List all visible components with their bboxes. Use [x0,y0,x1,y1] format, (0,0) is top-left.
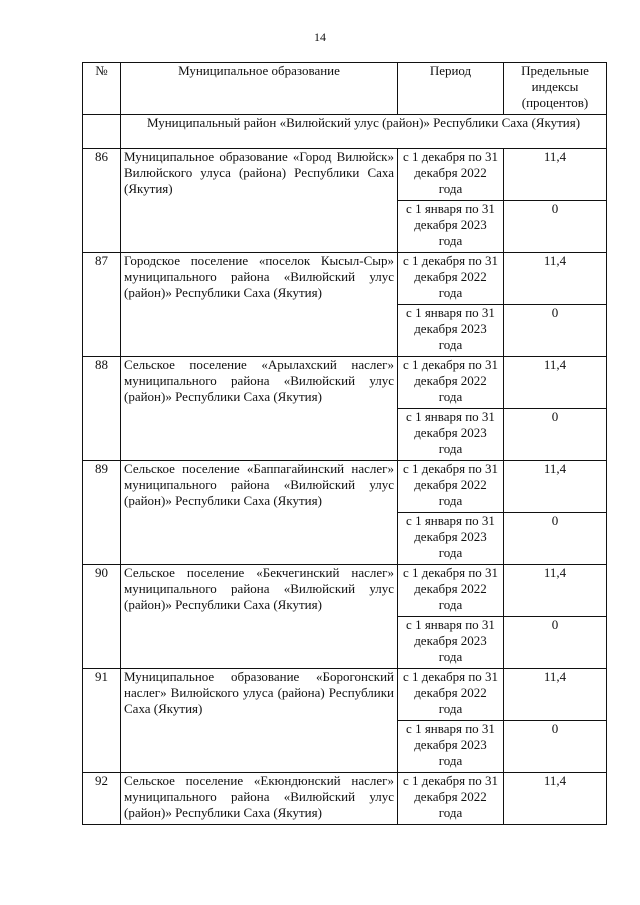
table-row [83,461,607,513]
row-number: 92 [83,773,121,825]
period-cell: с 1 января по 31 декабря 2023 года [398,305,504,357]
municipality-name: Сельское поселение «Бекчегинский наслег» муниципального района «Вилюйский улус (район)» Республики Саха (Якутия) [121,565,398,669]
index-value-cell: 11,4 [504,461,607,513]
index-value-cell: 0 [504,721,607,773]
index-value-cell: 0 [504,513,607,565]
row-number: 86 [83,149,121,253]
index-value-cell: 11,4 [504,565,607,617]
table-row [83,565,607,617]
index-value-cell: 0 [504,201,607,253]
page-number: 14 [314,30,326,44]
period-cell: с 1 декабря по 31 декабря 2022 года [398,565,504,617]
index-value-cell: 0 [504,617,607,669]
row-number: 89 [83,461,121,565]
municipality-name: Сельское поселение «Екюндюнский наслег» муниципального района «Вилюйский улус (район)» Республики Саха (Якутия) [121,773,398,825]
period-cell: с 1 декабря по 31 декабря 2022 года [398,149,504,201]
period-cell: с 1 декабря по 31 декабря 2022 года [398,669,504,721]
index-value-cell: 11,4 [504,357,607,409]
period-cell: с 1 января по 31 декабря 2023 года [398,617,504,669]
municipality-name: Муниципальное образование «Борогонский наслег» Вилюйского улуса (района) Республики Саха (Якутия) [121,669,398,773]
period-cell: с 1 декабря по 31 декабря 2022 года [398,357,504,409]
row-number: 88 [83,357,121,461]
district-row [83,115,607,149]
district-num-cell [83,115,121,149]
period-cell: с 1 декабря по 31 декабря 2022 года [398,461,504,513]
tariff-index-table [82,62,607,825]
municipality-name: Сельское поселение «Баппагайинский наслег» муниципального района «Вилюйский улус (район)» Республики Саха (Якутия) [121,461,398,565]
index-value-cell: 11,4 [504,669,607,721]
index-value-cell: 11,4 [504,149,607,201]
district-title: Муниципальный район «Вилюйский улус (район)» Республики Саха (Якутия) [121,115,607,149]
period-cell: с 1 декабря по 31 декабря 2022 года [398,253,504,305]
table-row [83,357,607,409]
table-row [83,253,607,305]
table-row [83,773,607,825]
table-header-row [83,63,607,115]
municipality-name: Городское поселение «поселок Кысыл-Сыр» муниципального района «Вилюйский улус (район)» Республики Саха (Якутия) [121,253,398,357]
row-number: 87 [83,253,121,357]
header-period: Период [398,63,504,115]
header-num: № [83,63,121,115]
period-cell: с 1 января по 31 декабря 2023 года [398,513,504,565]
row-number: 90 [83,565,121,669]
municipality-name: Муниципальное образование «Город Вилюйск» Вилюйского улуса (района) Республики Саха (Якутия) [121,149,398,253]
table-row [83,149,607,201]
header-municipality: Муниципальное образование [121,63,398,115]
header-index: Предельные индексы (процентов) [504,63,607,115]
period-cell: с 1 января по 31 декабря 2023 года [398,201,504,253]
period-cell: с 1 января по 31 декабря 2023 года [398,409,504,461]
period-cell: с 1 января по 31 декабря 2023 года [398,721,504,773]
index-value-cell: 0 [504,305,607,357]
period-cell: с 1 декабря по 31 декабря 2022 года [398,773,504,825]
table-row [83,669,607,721]
municipality-name: Сельское поселение «Арылахский наслег» муниципального района «Вилюйский улус (район)» Республики Саха (Якутия) [121,357,398,461]
index-value-cell: 11,4 [504,773,607,825]
index-value-cell: 0 [504,409,607,461]
row-number: 91 [83,669,121,773]
index-value-cell: 11,4 [504,253,607,305]
